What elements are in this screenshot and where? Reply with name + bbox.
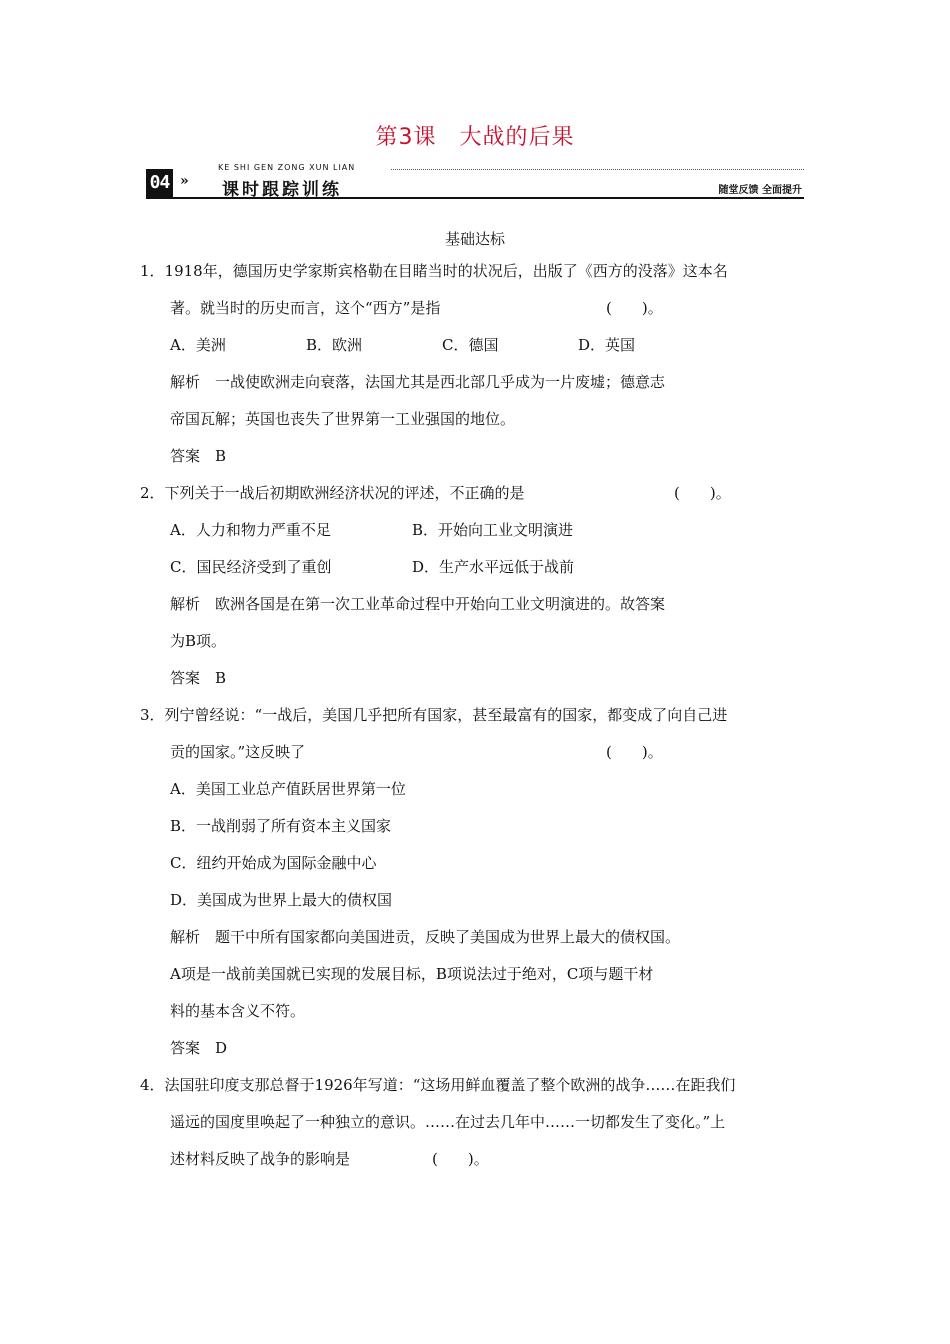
- question-1-stem-line: [140, 256, 820, 293]
- question-2-stem-line: [140, 478, 820, 515]
- analysis-text: 为B项。: [170, 632, 227, 650]
- section-title: 基础达标: [444, 230, 505, 248]
- answer-line: [140, 441, 820, 478]
- option-c: C．纽约开始成为国际金融中心: [170, 854, 377, 872]
- answer-label: 答案: [170, 1039, 201, 1057]
- question-number: 3．: [140, 706, 165, 724]
- answer-blank: ( )。: [606, 743, 663, 761]
- question-3-stem-line: [140, 737, 820, 774]
- answer-label: 答案: [170, 669, 201, 687]
- question-stem: 1918年，德国历史学家斯宾格勒在目睹当时的状况后，出版了《西方的没落》这本名: [164, 262, 728, 280]
- analysis-line: [140, 589, 820, 626]
- option-a: A．人力和物力严重不足: [170, 521, 331, 539]
- question-1-stem-line: [140, 293, 820, 330]
- option-c: C．德国: [442, 336, 499, 354]
- answer-line: [140, 663, 820, 700]
- question-stem: 遥远的国度里唤起了一种独立的意识。……在过去几年中……一切都发生了变化。”上: [170, 1113, 726, 1131]
- analysis-label: 解析: [170, 373, 201, 391]
- lesson-title: 第3课 大战的后果: [375, 125, 575, 150]
- section-banner: [146, 163, 804, 201]
- answer-line: [140, 1033, 820, 1070]
- option-d: D．生产水平远低于战前: [412, 558, 575, 576]
- option-d: D．英国: [578, 336, 636, 354]
- analysis-text: 一战使欧洲走向衰落，法国尤其是西北部几乎成为一片废墟；德意志: [215, 373, 666, 391]
- options-row: [140, 330, 820, 367]
- answer-blank: ( )。: [432, 1150, 489, 1168]
- analysis-text: 料的基本含义不符。: [170, 1002, 306, 1020]
- analysis-label: 解析: [170, 595, 201, 613]
- option-b: B．开始向工业文明演进: [412, 521, 574, 539]
- options-row: [140, 515, 820, 552]
- answer-value: B: [215, 669, 227, 687]
- option-b: B．欧洲: [306, 336, 363, 354]
- answer-label: 答案: [170, 447, 201, 465]
- question-stem: 列宁曾经说：“一战后，美国几乎把所有国家，甚至最富有的国家，都变成了向自己进: [164, 706, 728, 724]
- chevron-icon: »: [180, 173, 189, 189]
- analysis-line: [140, 959, 820, 996]
- banner-rule: [146, 197, 804, 199]
- analysis-label: 解析: [170, 928, 201, 946]
- option-a: A．美洲: [170, 336, 226, 354]
- question-4-stem-line: [140, 1107, 820, 1144]
- option-c: C．国民经济受到了重创: [170, 558, 332, 576]
- answer-blank: ( )。: [606, 299, 663, 317]
- analysis-line: [140, 922, 820, 959]
- question-4-stem-line: [140, 1070, 820, 1107]
- banner-pinyin: KE SHI GEN ZONG XUN LIAN: [218, 163, 356, 172]
- question-list: [140, 256, 820, 1181]
- banner-heading: 课时跟踪训练: [222, 180, 342, 200]
- question-number: 1．: [140, 262, 165, 280]
- option-d: D．美国成为世界上最大的债权国: [170, 891, 393, 909]
- analysis-text: 帝国瓦解；英国也丧失了世界第一工业强国的地位。: [170, 410, 516, 428]
- option-a: A．美国工业总产值跃居世界第一位: [170, 780, 406, 798]
- options-row: [140, 552, 820, 589]
- answer-value: D: [215, 1039, 228, 1057]
- option-b: B．一战削弱了所有资本主义国家: [170, 817, 392, 835]
- question-stem: 贡的国家。”这反映了: [170, 743, 306, 761]
- answer-value: B: [215, 447, 227, 465]
- analysis-line: [140, 404, 820, 441]
- question-3-stem-line: [140, 700, 820, 737]
- question-number: 4．: [140, 1076, 165, 1094]
- question-4-stem-line: [140, 1144, 820, 1181]
- banner-dotted-rule: [391, 169, 804, 170]
- question-stem: 法国驻印度支那总督于1926年写道：“这场用鲜血覆盖了整个欧洲的战争……在距我们: [164, 1076, 736, 1094]
- analysis-text: 欧洲各国是在第一次工业革命过程中开始向工业文明演进的。故答案: [215, 595, 666, 613]
- analysis-line: [140, 996, 820, 1033]
- question-stem: 下列关于一战后初期欧洲经济状况的评述，不正确的是: [164, 484, 525, 502]
- analysis-line: [140, 367, 820, 404]
- question-stem: 著。就当时的历史而言，这个“西方”是指: [170, 299, 441, 317]
- answer-blank: ( )。: [674, 484, 731, 502]
- analysis-text: 题干中所有国家都向美国进贡，反映了美国成为世界上最大的债权国。: [215, 928, 681, 946]
- question-number: 2．: [140, 484, 165, 502]
- question-stem: 述材料反映了战争的影响是: [170, 1150, 351, 1168]
- banner-slogan: 随堂反馈 全面提升: [718, 185, 802, 196]
- banner-number: 04: [146, 169, 173, 197]
- analysis-text: A项是一战前美国就已实现的发展目标，B项说法过于绝对，C项与题干材: [170, 965, 654, 983]
- analysis-line: [140, 626, 820, 663]
